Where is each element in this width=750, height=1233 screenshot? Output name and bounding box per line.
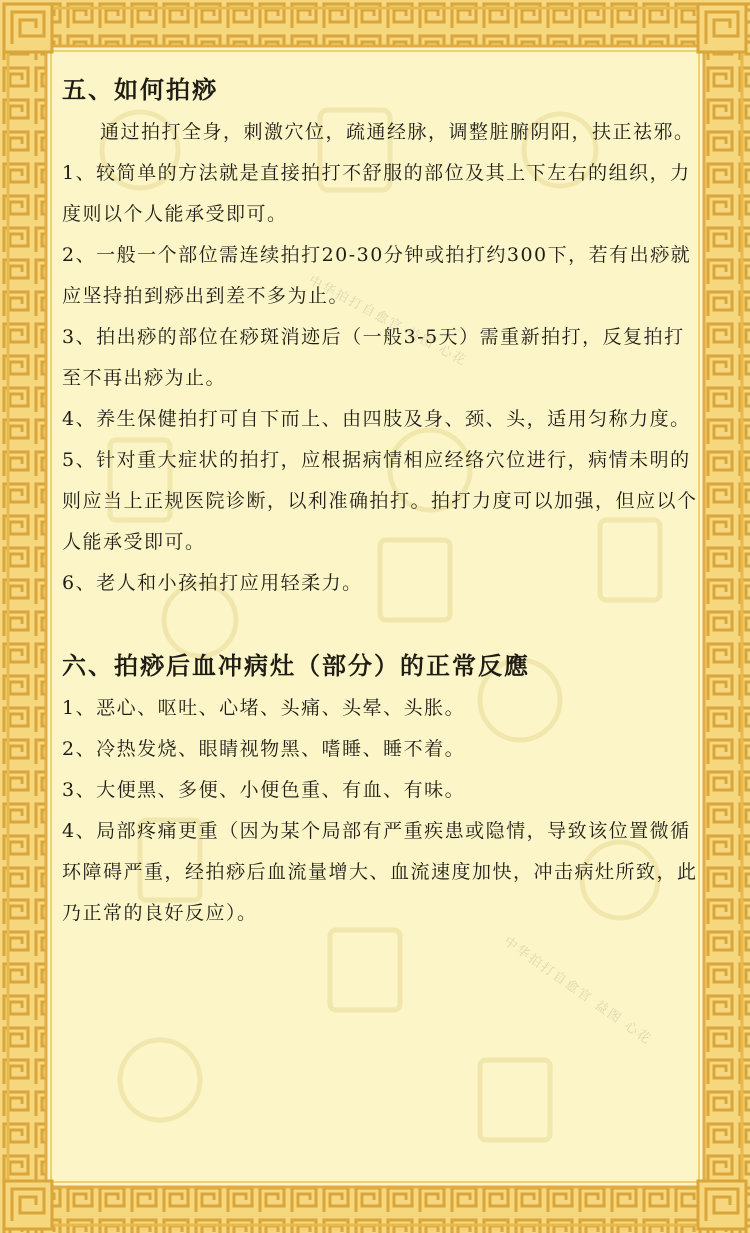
section5-item: 2、一般一个部位需连续拍打20-30分钟或拍打约300下，若有出痧就应坚持拍到痧出到差不多为止。: [62, 244, 692, 307]
section6-item: 2、冷热发烧、眼睛视物黑、嗜睡、睡不着。: [62, 738, 466, 760]
section5-intro: 通过拍打全身，刺激穴位，疏通经脉，调整脏腑阴阳，扶正祛邪。: [100, 121, 695, 143]
watermark-text: 中华拍打自愈官 益图 心花: [500, 934, 655, 1049]
section5-item: 5、针对重大症状的拍打，应根据病情相应经络穴位进行，病情未明的则应当上正规医院诊断，以利准确拍打。拍打力度可以加强，但应以个人能承受即可。: [62, 449, 698, 553]
section6-item: 1、恶心、呕吐、心堵、头痛、头晕、头胀。: [62, 697, 466, 719]
section5-item: 1、较简单的方法就是直接拍打不舒服的部位及其上下左右的组织，力度则以个人能承受即可。: [62, 162, 691, 225]
main-content: [62, 68, 702, 934]
section6-item: 3、大便黑、多便、小便色重、有血、有味。: [62, 779, 466, 801]
watermark-text: 中华拍打自愈官 益图 心花: [305, 273, 470, 370]
section5-item: 3、拍出痧的部位在痧斑消迹后（一般3-5天）需重新拍打，反复拍打至不再出痧为止。: [62, 326, 685, 389]
section5-item: 4、养生保健拍打可自下而上、由四肢及身、颈、头，适用匀称力度。: [62, 408, 691, 430]
section5-heading: 五、如何拍痧: [62, 76, 218, 104]
section-spacer: [62, 604, 702, 644]
section6-item: 4、局部疼痛更重（因为某个局部有严重疾患或隐情，导致该位置微循环障碍严重，经拍痧后血流量增大、血流速度加快，冲击病灶所致，此乃正常的良好反应）。: [62, 820, 698, 924]
section6-heading: 六、拍痧后血冲病灶（部分）的正常反應: [62, 652, 530, 680]
section5-item: 6、老人和小孩拍打应用轻柔力。: [62, 572, 363, 594]
